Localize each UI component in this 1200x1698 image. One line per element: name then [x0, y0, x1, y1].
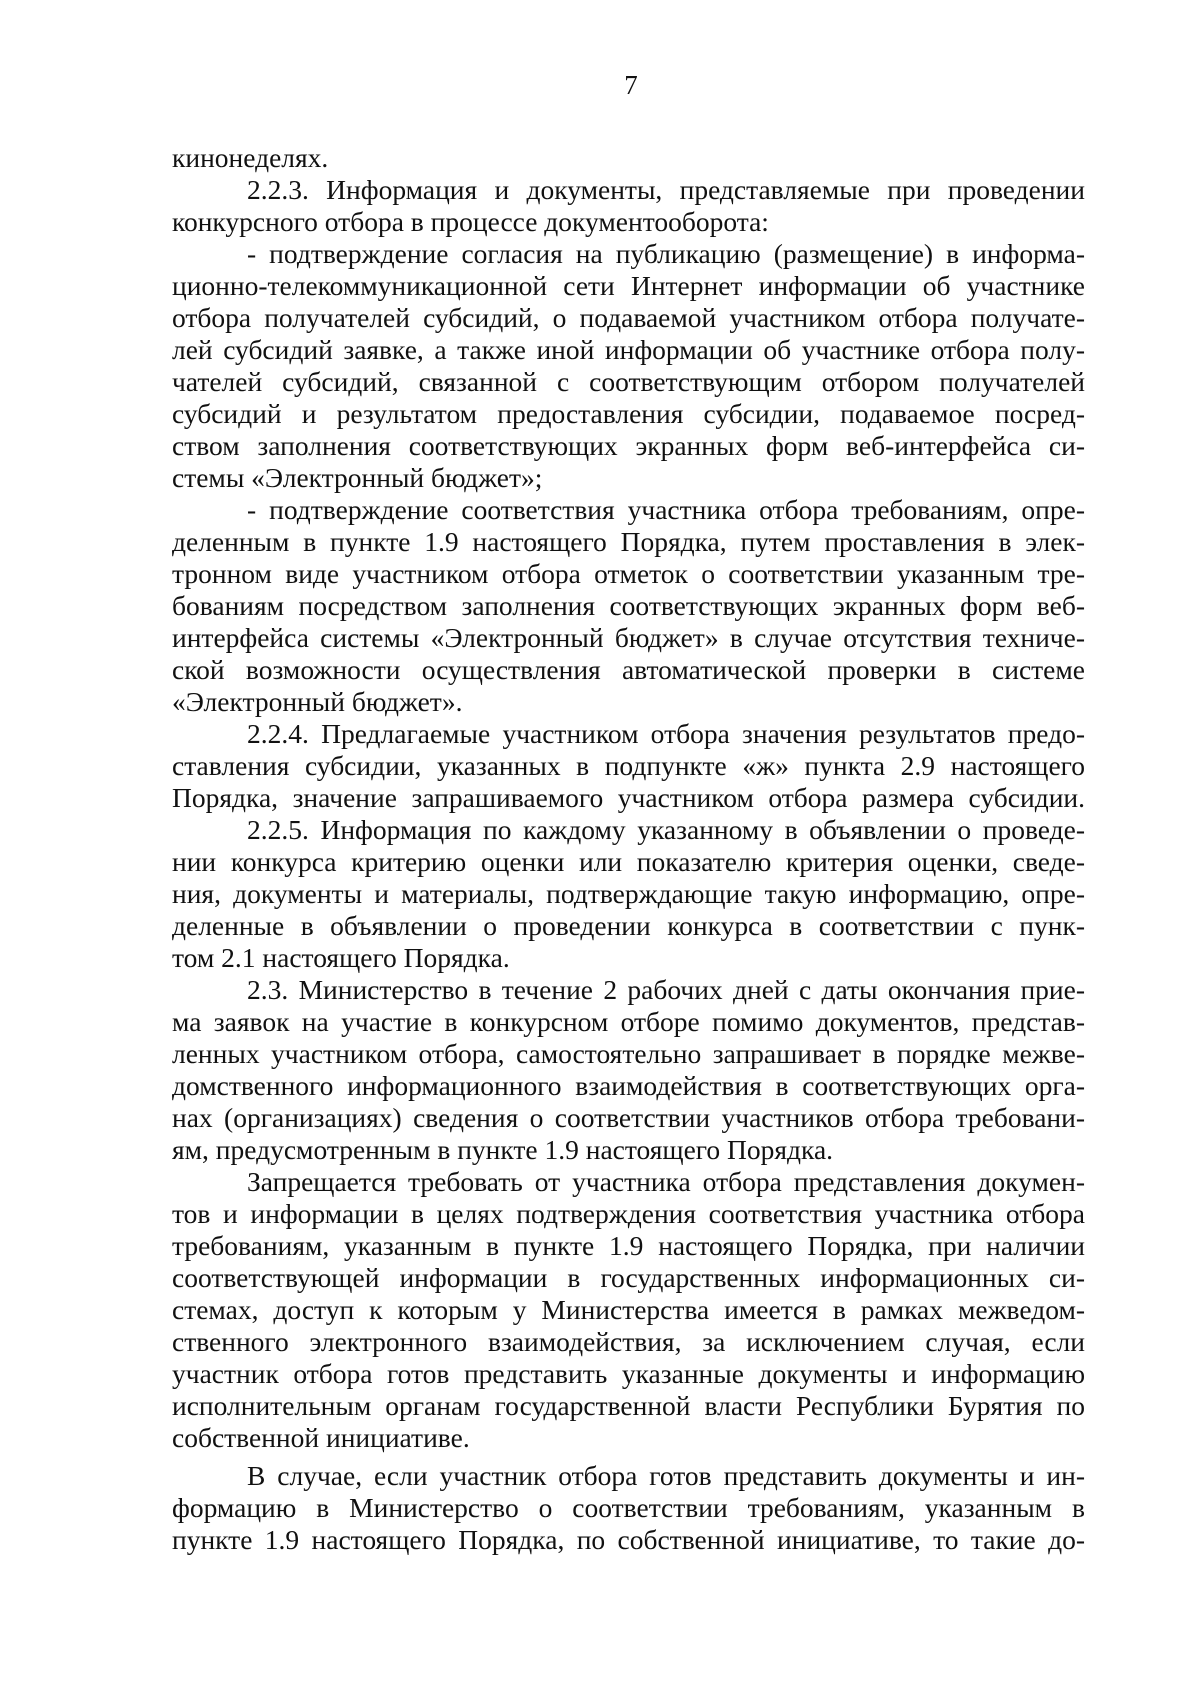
text-line: 2.2.5. Информация по каждому указанному в объявлении о проведе-: [247, 814, 1085, 845]
text-line: бованиям посредством заполнения соответствующих экранных форм веб-: [172, 590, 1085, 621]
text-line: отбора получателей субсидий, о подаваемой участником отбора получате-: [172, 302, 1085, 333]
text-line: ям, предусмотренным в пункте 1.9 настоящего Порядка.: [172, 1134, 834, 1165]
text-line: Запрещается требовать от участника отбора представления докумен-: [247, 1166, 1085, 1197]
text-line: - подтверждение соответствия участника отбора требованиям, опре-: [247, 494, 1085, 525]
text-line: домственного информационного взаимодействия в соответствующих орга-: [172, 1070, 1085, 1101]
text-line: участник отбора готов представить указанные документы и информацию: [172, 1358, 1085, 1389]
text-line: кинонеделях.: [172, 142, 329, 173]
text-line: ственного электронного взаимодействия, за исключением случая, если: [172, 1326, 1085, 1357]
text-line: 2.2.3. Информация и документы, представляемые при проведении: [247, 174, 1085, 205]
text-line: «Электронный бюджет».: [172, 686, 463, 717]
text-line: тов и информации в целях подтверждения соответствия участника отбора: [172, 1198, 1085, 1229]
text-line: ленных участником отбора, самостоятельно запрашивает в порядке межве-: [172, 1038, 1085, 1069]
text-line: том 2.1 настоящего Порядка.: [172, 942, 510, 973]
text-line: стемы «Электронный бюджет»;: [172, 462, 543, 493]
text-line: деленным в пункте 1.9 настоящего Порядка, путем проставления в элек-: [172, 526, 1085, 557]
text-line: деленные в объявлении о проведении конкурса в соответствии с пунк-: [172, 910, 1085, 941]
text-line: лей субсидий заявке, а также иной информации об участнике отбора полу-: [172, 334, 1085, 365]
text-line: 2.2.4. Предлагаемые участником отбора значения результатов предо-: [247, 718, 1085, 749]
text-line: ма заявок на участие в конкурсном отборе помимо документов, представ-: [172, 1006, 1085, 1037]
text-line: ционно-телекоммуникационной сети Интернет информации об участнике: [172, 270, 1085, 301]
text-line: интерфейса системы «Электронный бюджет» в случае отсутствия техниче-: [172, 622, 1085, 653]
text-line: соответствующей информации в государственных информационных си-: [172, 1262, 1085, 1293]
text-line: тронном виде участником отбора отметок о соответствии указанным тре-: [172, 558, 1085, 589]
text-line: В случае, если участник отбора готов представить документы и ин-: [247, 1460, 1085, 1491]
text-line: ставления субсидии, указанных в подпункте «ж» пункта 2.9 настоящего: [172, 750, 1085, 781]
text-line: исполнительным органам государственной власти Республики Бурятия по: [172, 1390, 1085, 1421]
text-line: пункте 1.9 настоящего Порядка, по собственной инициативе, то такие до-: [172, 1524, 1085, 1555]
text-line: Порядка, значение запрашиваемого участником отбора размера субсидии.: [172, 782, 1085, 813]
text-line: нах (организациях) сведения о соответствии участников отбора требовани-: [172, 1102, 1085, 1133]
text-line: ской возможности осуществления автоматической проверки в системе: [172, 654, 1085, 685]
page-number: 7: [624, 70, 638, 100]
text-line: требованиям, указанным в пункте 1.9 настоящего Порядка, при наличии: [172, 1230, 1085, 1261]
text-line: чателей субсидий, связанной с соответствующим отбором получателей: [172, 366, 1085, 397]
text-line: конкурсного отбора в процессе документооборота:: [172, 206, 769, 237]
text-line: - подтверждение согласия на публикацию (размещение) в информа-: [247, 238, 1085, 269]
text-line: собственной инициативе.: [172, 1422, 470, 1453]
text-line: ством заполнения соответствующих экранных форм веб-интерфейса си-: [172, 430, 1085, 461]
text-line: нии конкурса критерию оценки или показателю критерия оценки, сведе-: [172, 846, 1085, 877]
text-line: ния, документы и материалы, подтверждающие такую информацию, опре-: [172, 878, 1085, 909]
text-line: формацию в Министерство о соответствии требованиям, указанным в: [172, 1492, 1085, 1523]
text-line: стемах, доступ к которым у Министерства имеется в рамках межведом-: [172, 1294, 1085, 1325]
text-line: 2.3. Министерство в течение 2 рабочих дней с даты окончания прие-: [247, 974, 1085, 1005]
text-line: субсидий и результатом предоставления субсидии, подаваемое посред-: [172, 398, 1085, 429]
